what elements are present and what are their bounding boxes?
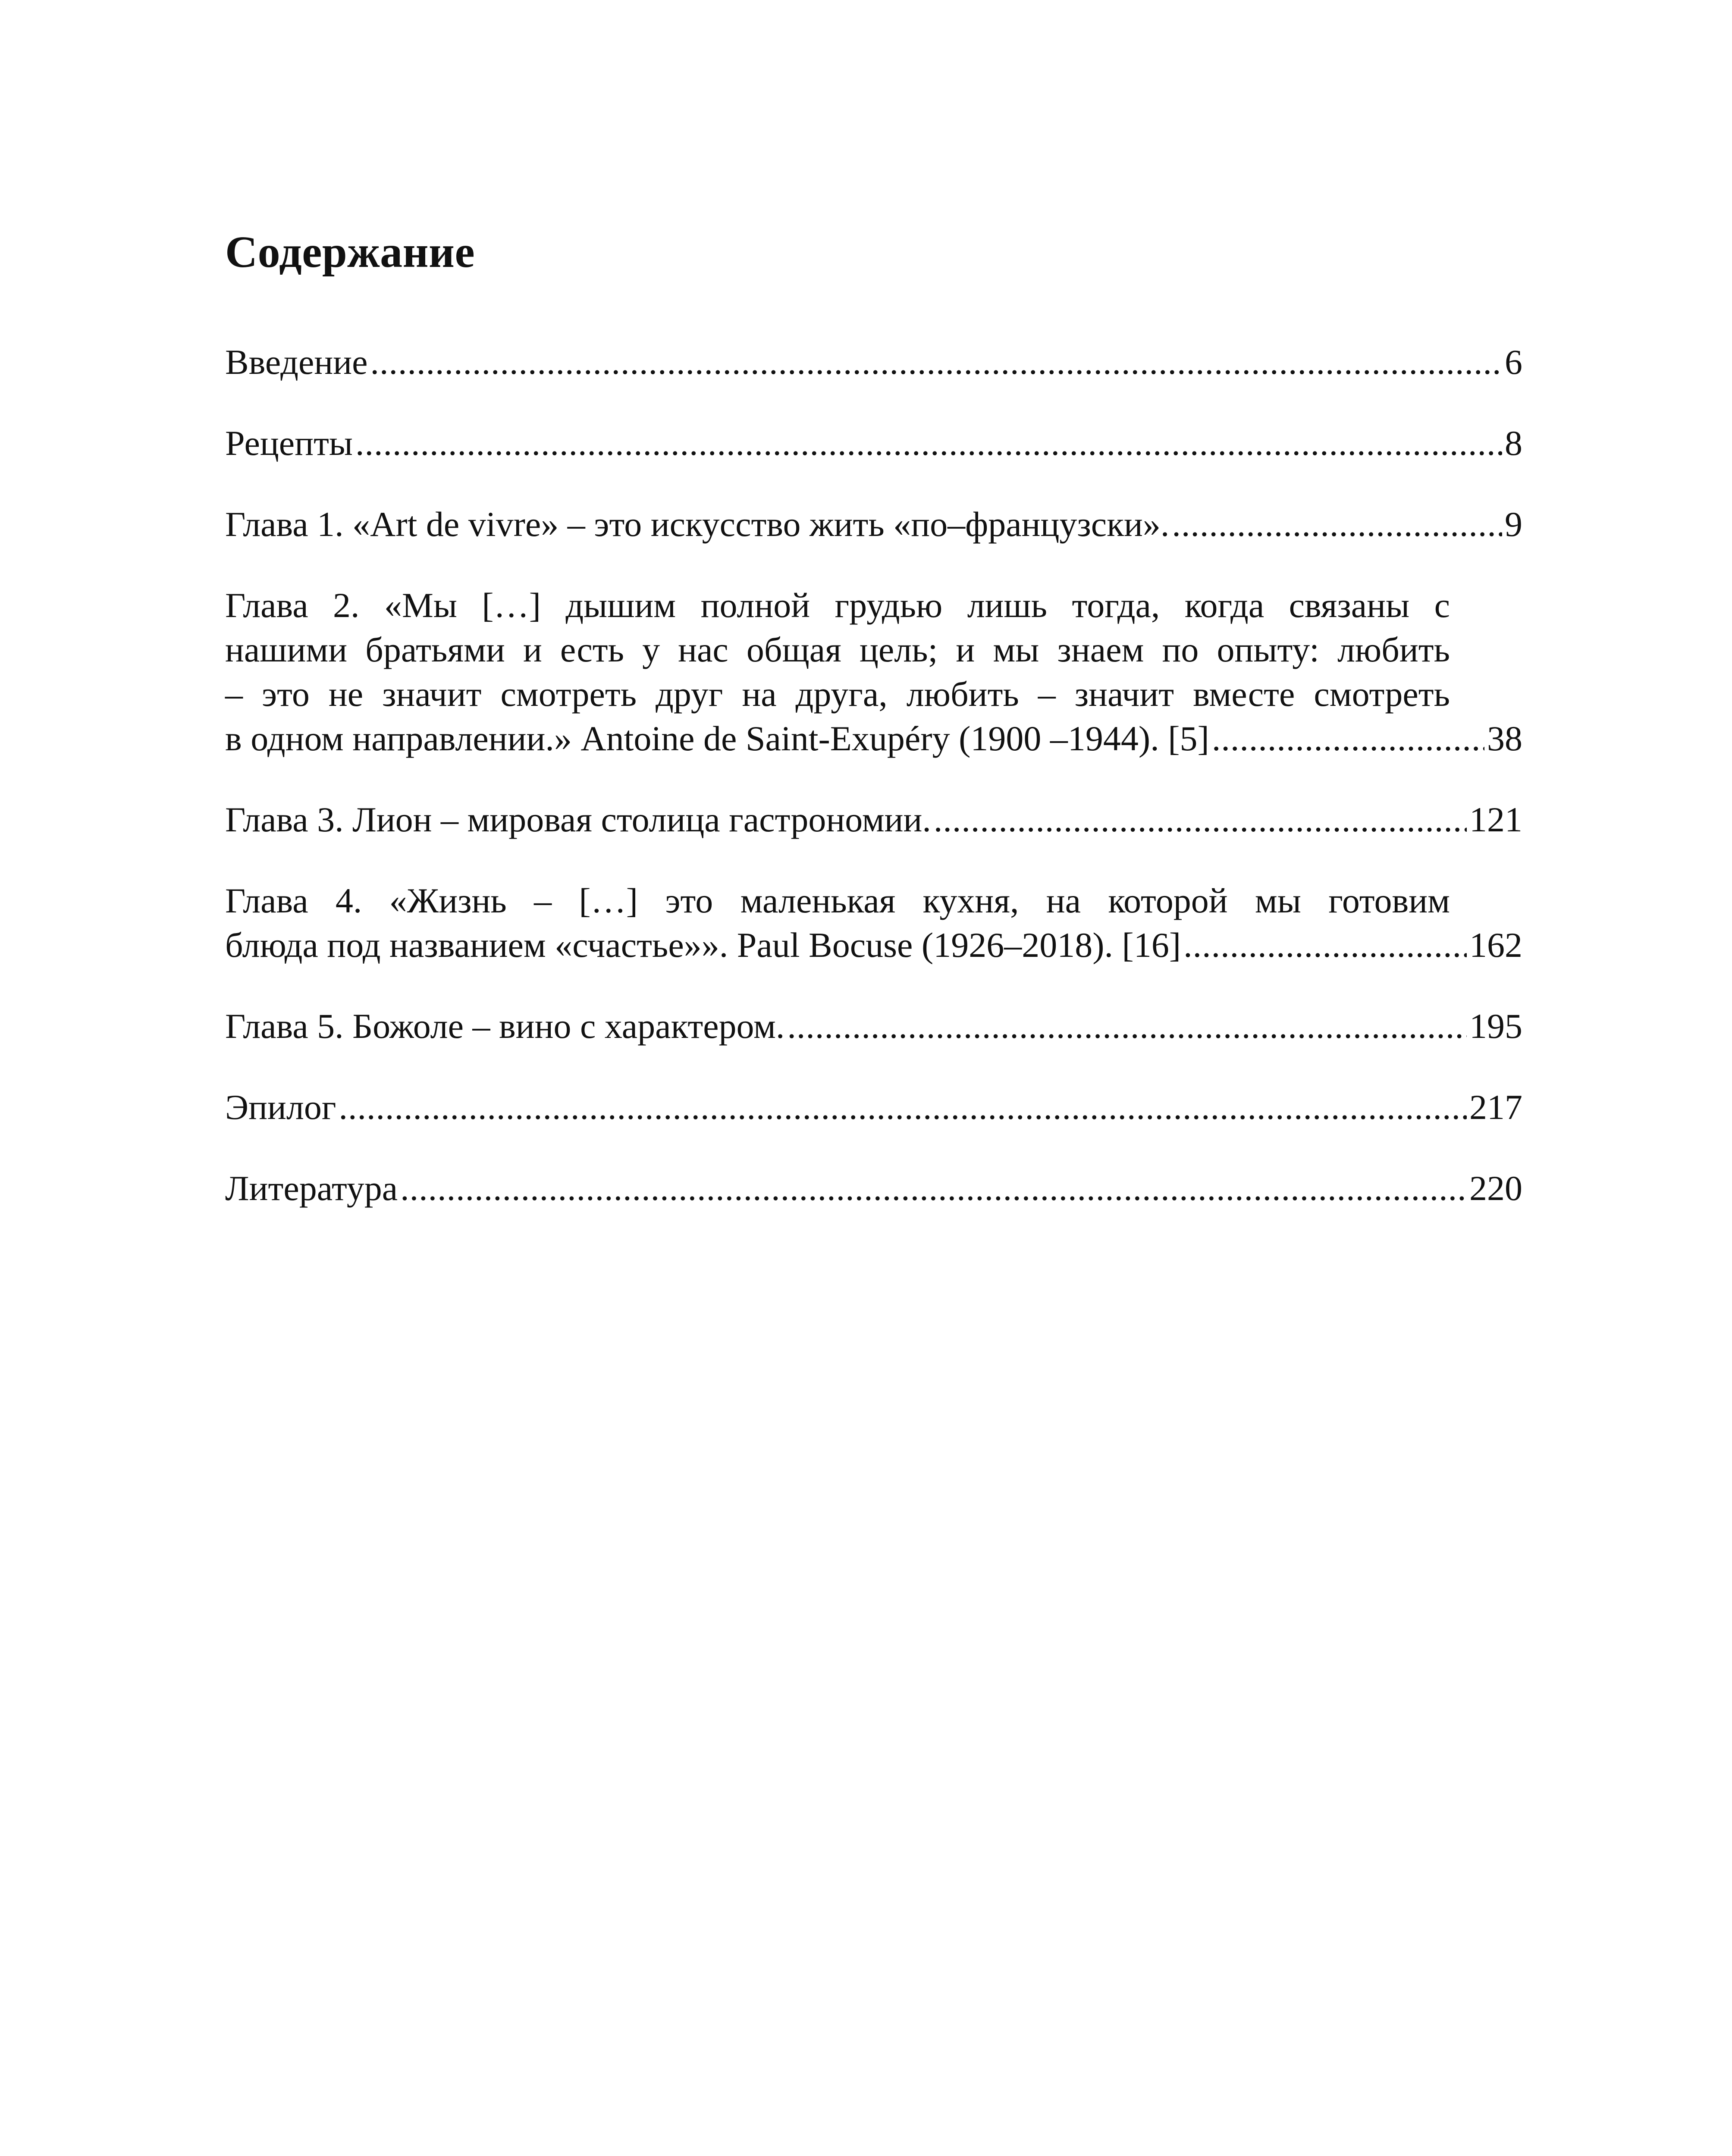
toc-line: [225, 716, 1522, 761]
toc-line: [225, 923, 1522, 967]
toc-page-number: 217: [1469, 1087, 1522, 1127]
dot-leader: [400, 1166, 1467, 1210]
toc-page-number: 9: [1505, 505, 1522, 544]
dot-leader: [934, 797, 1467, 842]
dot-leader: [1183, 923, 1467, 967]
toc-entry-introduction[interactable]: [225, 340, 1522, 384]
toc-entry-title: Литература: [225, 1169, 398, 1208]
toc-entry-title-line: Глава 4. «Жизнь – […] это маленькая кухня, на которой мы готовим: [225, 881, 1450, 920]
dot-leader: [370, 340, 1502, 384]
toc-entry-recipes[interactable]: [225, 421, 1522, 465]
toc-entry-title-line: блюда под названием «счастье»». Paul Bocuse (1926–2018). [16]: [225, 925, 1181, 965]
dot-leader: [787, 1004, 1467, 1048]
toc-page-number: 195: [1469, 1006, 1522, 1046]
toc-entry-title: Эпилог: [225, 1087, 336, 1127]
toc-line: [225, 797, 1522, 842]
toc-page-number: 38: [1487, 719, 1522, 758]
toc-page-number: 6: [1505, 342, 1522, 382]
dot-leader: [1212, 716, 1484, 761]
table-of-contents: [225, 340, 1522, 1247]
toc-entry-title-line: – это не значит смотреть друг на друга, любить – значит вместе смотреть: [225, 674, 1450, 714]
dot-leader: [1172, 502, 1502, 546]
toc-entry-chapter-1[interactable]: [225, 502, 1522, 546]
dot-leader: [339, 1085, 1467, 1129]
toc-page-number: 121: [1469, 800, 1522, 839]
toc-entry-chapter-4[interactable]: [225, 878, 1522, 967]
toc-entry-literature[interactable]: [225, 1166, 1522, 1210]
toc-page-number: 220: [1469, 1169, 1522, 1208]
toc-line: [225, 1166, 1522, 1210]
toc-entry-epilogue[interactable]: [225, 1085, 1522, 1129]
toc-page-number: 162: [1469, 925, 1522, 965]
toc-entry-title: Введение: [225, 342, 368, 382]
toc-entry-title-line: Глава 2. «Мы […] дышим полной грудью лишь тогда, когда связаны с: [225, 586, 1450, 625]
toc-entry-title-line: нашими братьями и есть у нас общая цель; и мы знаем по опыту: любить: [225, 630, 1450, 669]
toc-line: [225, 502, 1522, 546]
dot-leader: [355, 421, 1502, 465]
toc-line: [225, 1004, 1522, 1048]
toc-entry-title: Рецепты: [225, 423, 353, 463]
toc-page-number: 8: [1505, 423, 1522, 463]
page-title: Содержание: [225, 227, 475, 277]
toc-line: [225, 421, 1522, 465]
toc-entry-chapter-5[interactable]: [225, 1004, 1522, 1048]
toc-line: [225, 1085, 1522, 1129]
toc-entry-title: Глава 1. «Art de vivre» – это искусство жить «по–французски».: [225, 505, 1170, 544]
toc-entry-title: Глава 5. Божоле – вино с характером.: [225, 1006, 785, 1046]
toc-line: [225, 340, 1522, 384]
toc-entry-title-line: в одном направлении.» Antoine de Saint-Exupéry (1900 –1944). [5]: [225, 719, 1209, 758]
toc-entry-chapter-3[interactable]: [225, 797, 1522, 842]
toc-entry-title: Глава 3. Лион – мировая столица гастрономии.: [225, 800, 931, 839]
toc-entry-chapter-2[interactable]: [225, 583, 1522, 761]
